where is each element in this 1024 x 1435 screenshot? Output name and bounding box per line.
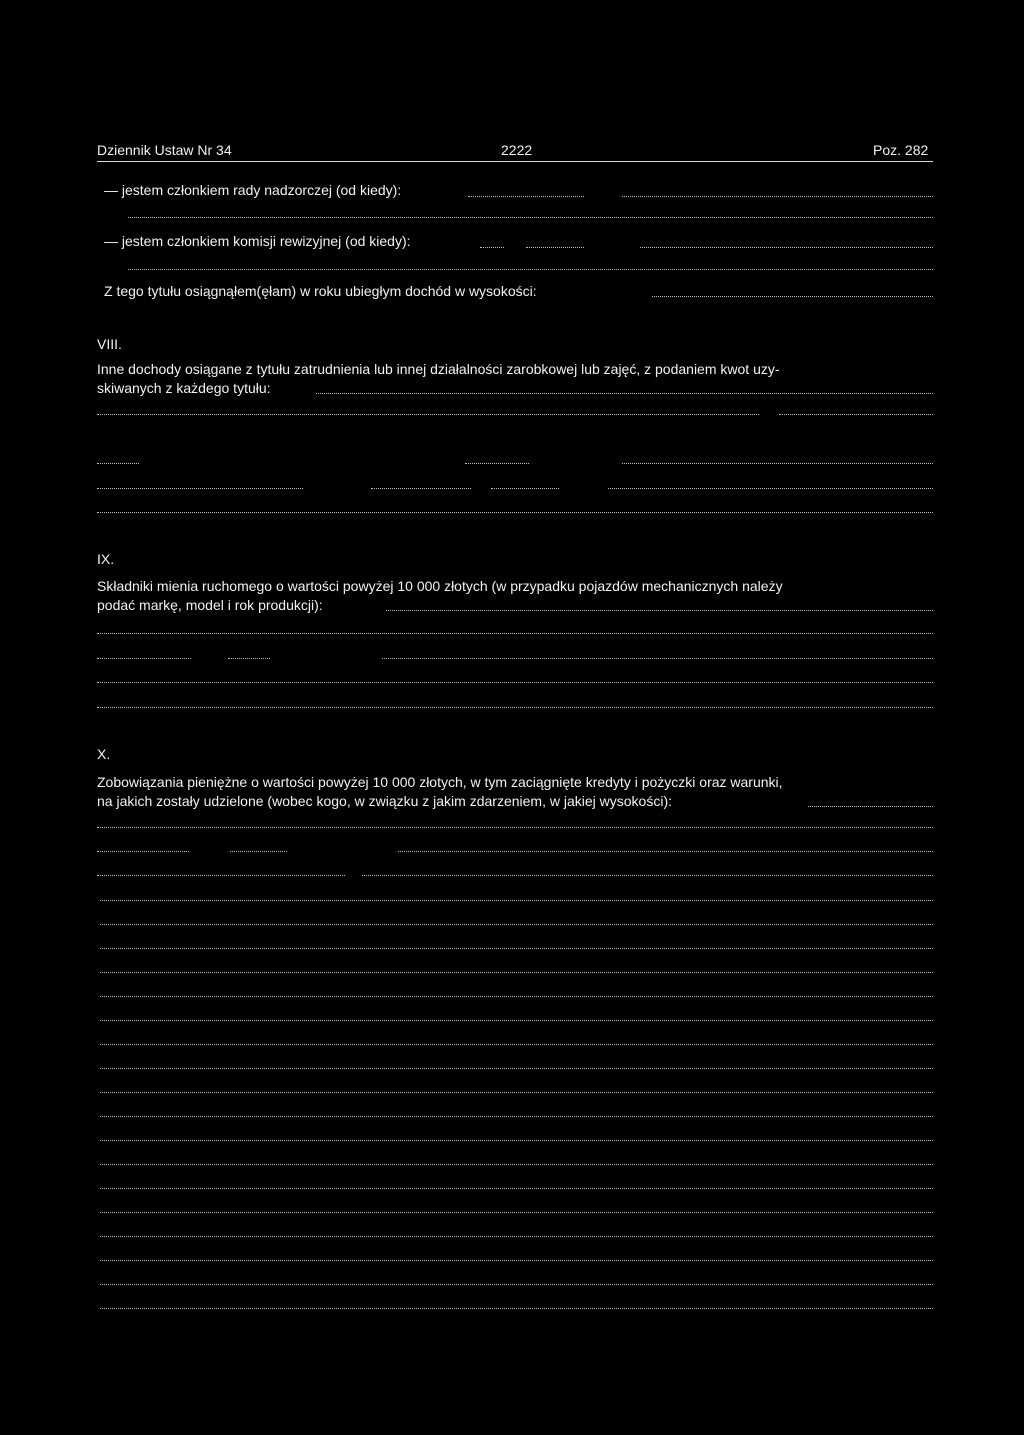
section-viii-field[interactable] — [97, 463, 139, 464]
section-ix-field[interactable] — [228, 658, 270, 659]
section-x-number: X. — [97, 746, 111, 762]
section-x-field[interactable] — [100, 1140, 933, 1141]
supervisory-board-field[interactable] — [622, 196, 933, 197]
section-x-field[interactable] — [97, 875, 345, 876]
section-x-field[interactable] — [100, 1308, 933, 1309]
section-x-field[interactable] — [362, 875, 933, 876]
section-ix-field[interactable] — [386, 610, 933, 611]
section-x-field[interactable] — [100, 1044, 933, 1045]
section-ix-number: IX. — [97, 551, 115, 567]
section-viii-field[interactable] — [97, 414, 759, 415]
section-x-text: na jakich zostały udzielone (wobec kogo, w związku z jakim zdarzeniem, w jakiej wysokości): — [97, 793, 673, 809]
supervisory-board-field[interactable] — [128, 217, 933, 218]
section-ix-text: Składniki mienia ruchomego o wartości powyżej 10 000 złotych (w przypadku pojazdów mechanicznych należy — [97, 578, 783, 594]
section-ix-text: podać markę, model i rok produkcji): — [97, 597, 323, 613]
section-x-field[interactable] — [100, 1284, 933, 1285]
header-rule — [97, 161, 933, 162]
audit-committee-field[interactable] — [128, 269, 933, 270]
section-x-field[interactable] — [100, 972, 933, 973]
supervisory-board-label: — jestem członkiem rady nadzorczej (od kiedy): — [104, 182, 402, 198]
section-x-field[interactable] — [100, 1260, 933, 1261]
section-x-field[interactable] — [100, 1164, 933, 1165]
section-viii-text: skiwanych z każdego tytułu: — [97, 380, 271, 396]
section-x-text: Zobowiązania pieniężne o wartości powyżej 10 000 złotych, w tym zaciągnięte kredyty i pożyczki oraz warunki, — [97, 774, 783, 790]
section-ix-field[interactable] — [97, 707, 933, 708]
section-viii-field[interactable] — [97, 512, 933, 513]
section-viii-field[interactable] — [465, 463, 529, 464]
section-x-field[interactable] — [100, 996, 933, 997]
section-viii-field[interactable] — [316, 393, 933, 394]
section-x-field[interactable] — [100, 924, 933, 925]
section-x-field[interactable] — [398, 851, 933, 852]
section-ix-field[interactable] — [97, 682, 933, 683]
section-x-field[interactable] — [100, 900, 933, 901]
section-x-field[interactable] — [100, 1212, 933, 1213]
section-ix-field[interactable] — [382, 658, 933, 659]
section-viii-text: Inne dochody osiągane z tytułu zatrudnienia lub innej działalności zarobkowej lub zajęć, z podaniem kwot uzy- — [97, 361, 780, 377]
income-label: Z tego tytułu osiągnąłem(ęłam) w roku ubiegłym dochód w wysokości: — [104, 283, 537, 299]
section-x-field[interactable] — [100, 1020, 933, 1021]
section-x-field[interactable] — [100, 948, 933, 949]
section-ix-field[interactable] — [97, 658, 191, 659]
audit-committee-field[interactable] — [526, 247, 584, 248]
journal-title: Dziennik Ustaw Nr 34 — [97, 142, 232, 158]
audit-committee-label: — jestem członkiem komisji rewizyjnej (od kiedy): — [104, 233, 411, 249]
section-x-field[interactable] — [100, 1188, 933, 1189]
section-x-field[interactable] — [100, 1068, 933, 1069]
section-x-field[interactable] — [97, 827, 933, 828]
audit-committee-field[interactable] — [480, 247, 504, 248]
section-viii-field[interactable] — [608, 488, 933, 489]
position-number: Poz. 282 — [873, 142, 929, 158]
section-viii-field[interactable] — [491, 488, 559, 489]
audit-committee-field[interactable] — [640, 247, 933, 248]
section-x-field[interactable] — [230, 851, 287, 852]
section-x-field[interactable] — [100, 1092, 933, 1093]
section-x-field[interactable] — [808, 806, 933, 807]
supervisory-board-field[interactable] — [468, 196, 584, 197]
section-ix-field[interactable] — [97, 633, 933, 634]
section-viii-field[interactable] — [779, 414, 933, 415]
section-x-field[interactable] — [100, 1116, 933, 1117]
section-x-field[interactable] — [97, 851, 189, 852]
section-viii-field[interactable] — [622, 463, 933, 464]
income-amount-field[interactable] — [652, 296, 933, 297]
section-x-field[interactable] — [100, 1236, 933, 1237]
section-viii-field[interactable] — [371, 488, 471, 489]
page-number: 2222 — [501, 142, 533, 158]
section-viii-field[interactable] — [97, 488, 303, 489]
section-viii-number: VIII. — [97, 336, 122, 352]
